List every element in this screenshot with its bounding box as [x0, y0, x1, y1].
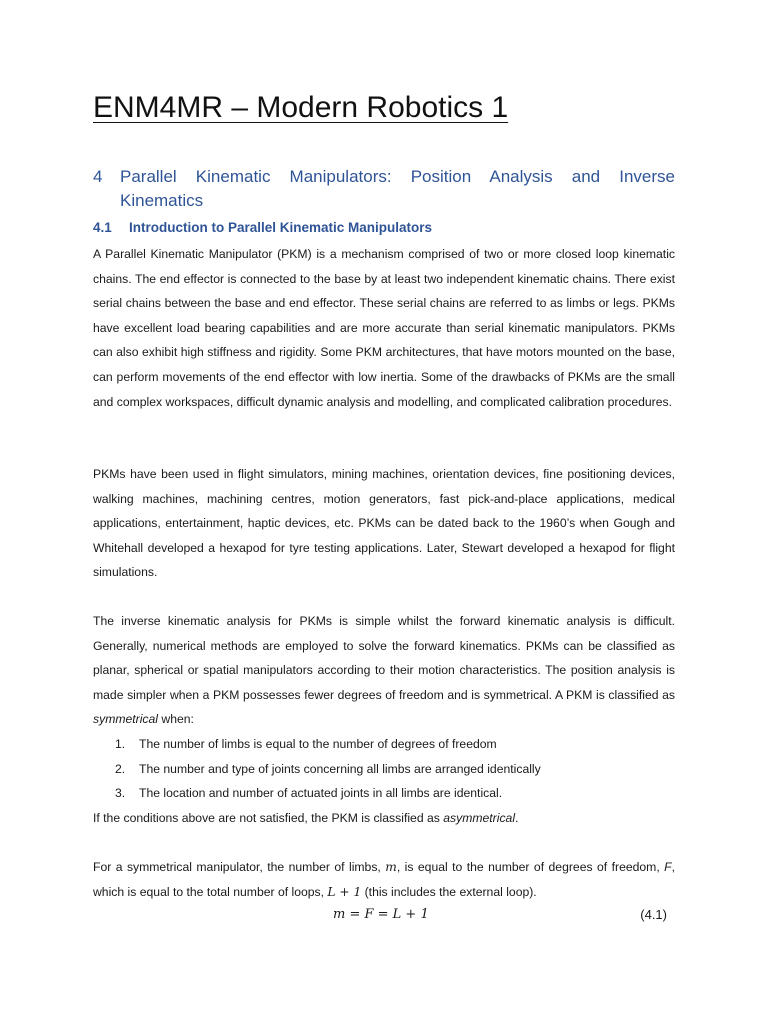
list-item — [93, 732, 675, 757]
section-title: Parallel Kinematic Manipulators: Position Analysis and Inverse Kinematics — [120, 167, 675, 210]
p4-b: , is equal to the number of degrees of freedom, — [396, 860, 665, 874]
list-item-number: 1. — [115, 737, 126, 751]
subsection-heading — [93, 218, 675, 238]
list-item-text: The number and type of joints concerning all limbs are arranged identically — [139, 761, 541, 776]
after-list-tail: . — [515, 811, 519, 825]
math-F: F — [664, 860, 672, 874]
section-heading — [93, 165, 675, 213]
after-list-text: If the conditions above are not satisfied, the PKM is classified as — [93, 811, 444, 825]
subsection-number: 4.1 — [93, 220, 112, 235]
symmetry-conditions-list — [93, 732, 675, 806]
list-item — [93, 757, 675, 782]
list-item-number: 3. — [115, 786, 126, 801]
equation-expression: m = F = L + 1 — [333, 907, 429, 922]
p4-c: , which is equal to the total number of loops, — [93, 860, 676, 899]
asymmetrical-note — [93, 806, 518, 831]
equation-4-1 — [93, 903, 675, 927]
p3-text: The inverse kinematic analysis for PKMs is simple whilst the forward kinematic analysis is difficult. Generally, numerical methods are employed to solve the forward kinematics. PKMs can be classified as planar, spherical or spatial manipulators according to their motion characteristics. The position analysis is made simpler when a PKM possesses fewer degrees of freedom and is symmetrical. A PKM is classified as — [93, 614, 675, 702]
p4-d: (this includes the external loop). — [361, 884, 537, 899]
p3-emphasis: symmetrical — [93, 712, 159, 727]
subsection-title: Introduction to Parallel Kinematic Manipulators — [129, 220, 433, 235]
equation-number: (4.1) — [640, 907, 667, 922]
list-item-text: The number of limbs is equal to the number of degrees of freedom — [139, 737, 497, 751]
after-list-emphasis: asymmetrical — [443, 811, 516, 825]
math-m: m — [385, 860, 397, 874]
math-loops: L + 1 — [327, 884, 362, 899]
list-item-number: 2. — [115, 761, 126, 776]
list-item — [93, 781, 675, 806]
section-number: 4 — [93, 167, 103, 186]
list-item-text: The location and number of actuated joints in all limbs are identical. — [139, 786, 503, 801]
paragraph-pkm-definition: A Parallel Kinematic Manipulator (PKM) is a mechanism comprised of two or more closed loop kinematic chains. The end effector is connected to the base by at least two independent kinematic chains. There exist serial chains between the base and end effector. These serial chains are referred to as limbs or legs. PKMs have excellent load bearing capabilities and are more accurate than serial kinematic manipulators. PKMs can also exhibit high stiffness and rigidity. Some PKM architectures, that have motors mounted on the base, can perform movements of the end effector with low inertia. Some of the drawbacks of PKMs are the small and complex workspaces, difficult dynamic analysis and modelling, and complicated calibration procedures. — [93, 247, 675, 409]
paragraph-pkm-applications: PKMs have been used in flight simulators, mining machines, orientation devices, fine positioning devices, walking machines, machining centres, motion generators, fast pick-and-place applications, medical applications, entertainment, haptic devices, etc. PKMs can be dated back to the 1960’s when Gough and Whitehall developed a hexapod for tyre testing applications. Later, Stewart developed a hexapod for flight simulations. — [93, 467, 675, 580]
paragraph-kinematic-analysis — [93, 609, 675, 732]
document-title: ENM4MR – Modern Robotics 1 — [93, 91, 509, 124]
p4-a: For a symmetrical manipulator, the number of limbs, — [93, 860, 386, 874]
p3-tail: when: — [158, 712, 194, 727]
paragraph-symmetrical-relation — [93, 855, 675, 904]
